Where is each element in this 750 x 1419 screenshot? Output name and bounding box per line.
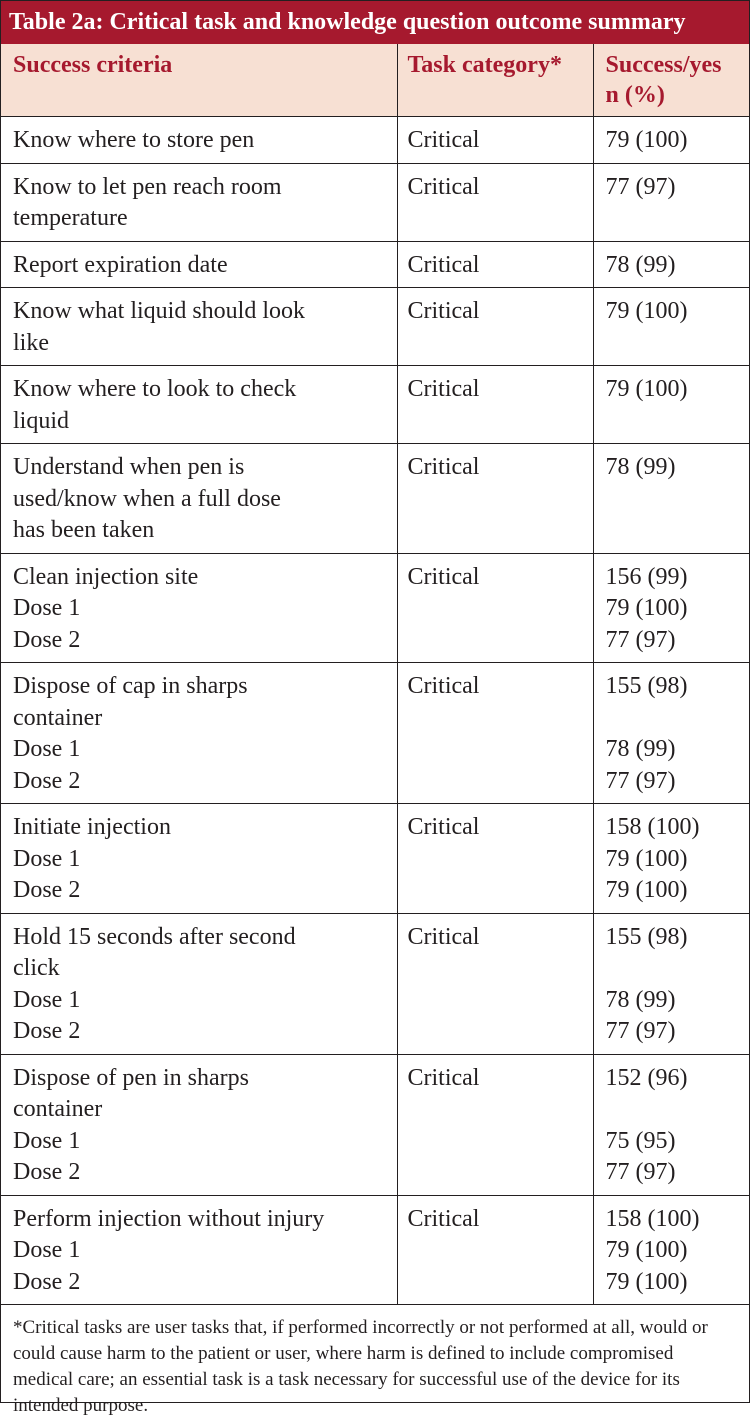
criteria-text: Know to let pen reach room bbox=[13, 173, 282, 200]
success-value: 78 (99) bbox=[605, 736, 676, 762]
success-value-cell bbox=[593, 241, 749, 288]
table-row bbox=[1, 163, 749, 241]
success-criteria-cell bbox=[1, 241, 397, 288]
success-criteria-cell bbox=[1, 1054, 397, 1195]
success-criteria-cell bbox=[1, 117, 397, 164]
dose-2-label: Dose 2 bbox=[13, 1268, 81, 1295]
task-category-text: Critical bbox=[407, 251, 480, 278]
success-value: 152 (96) bbox=[605, 1064, 688, 1091]
task-category-cell bbox=[397, 163, 593, 241]
success-value bbox=[606, 1094, 742, 1126]
task-category-text: Critical bbox=[407, 1205, 480, 1232]
criteria-text: Dispose of pen in sharps bbox=[13, 1064, 249, 1091]
success-value: 79 (100) bbox=[605, 1268, 688, 1295]
task-category-text: Critical bbox=[407, 563, 480, 590]
criteria-text: has been taken bbox=[13, 517, 155, 543]
success-criteria-cell bbox=[1, 444, 397, 554]
success-value-cell bbox=[593, 1054, 749, 1195]
criteria-text: Understand when pen is bbox=[13, 454, 245, 480]
criteria-text: Initiate injection bbox=[13, 814, 171, 840]
success-criteria-cell bbox=[1, 663, 397, 804]
success-value: 77 (97) bbox=[605, 1018, 676, 1044]
success-value: 78 (99) bbox=[605, 251, 676, 278]
header-success-criteria: Success criteria bbox=[1, 44, 397, 117]
dose-1-label: Dose 1 bbox=[13, 986, 81, 1013]
success-value: 156 (99) bbox=[605, 563, 688, 590]
criteria-text: used/know when a full dose bbox=[13, 485, 281, 512]
success-criteria-cell bbox=[1, 163, 397, 241]
footnote: *Critical tasks are user tasks that, if performed incorrectly or not performed at all, would or could cause harm to the patient or user, where harm is defined to include compromised medical care; an essential task is a task necessary for successful use of the device for its intended purpose. bbox=[13, 1317, 708, 1416]
table-row bbox=[1, 663, 749, 804]
criteria-text: Dispose of cap in sharps bbox=[13, 673, 248, 699]
criteria-text: Clean injection site bbox=[13, 563, 199, 590]
outcome-table bbox=[1, 44, 749, 1305]
task-category-cell bbox=[397, 366, 593, 444]
task-category-cell bbox=[397, 1054, 593, 1195]
success-value: 77 (97) bbox=[605, 626, 676, 653]
task-category-text: Critical bbox=[407, 376, 480, 402]
success-value-cell bbox=[593, 913, 749, 1054]
criteria-text: Know where to store pen bbox=[13, 127, 255, 153]
task-category-cell bbox=[397, 241, 593, 288]
task-category-text: Critical bbox=[407, 454, 480, 480]
dose-1-label: Dose 1 bbox=[13, 1127, 81, 1154]
success-value-cell bbox=[593, 288, 749, 366]
table-title: Table 2a: Critical task and knowledge question outcome summary bbox=[1, 1, 749, 44]
table-row bbox=[1, 553, 749, 663]
success-criteria-cell bbox=[1, 288, 397, 366]
task-category-cell bbox=[397, 1195, 593, 1305]
table-row bbox=[1, 1054, 749, 1195]
table-row bbox=[1, 117, 749, 164]
task-category-cell bbox=[397, 913, 593, 1054]
criteria-text: Know where to look to check bbox=[13, 376, 297, 402]
table-row bbox=[1, 444, 749, 554]
table-row bbox=[1, 804, 749, 914]
task-category-text: Critical bbox=[407, 923, 480, 950]
success-value: 77 (97) bbox=[605, 767, 676, 794]
success-value-cell bbox=[593, 366, 749, 444]
success-value: 79 (100) bbox=[605, 298, 688, 324]
criteria-text: container bbox=[13, 1096, 103, 1122]
task-category-text: Critical bbox=[407, 298, 480, 324]
success-value: 78 (99) bbox=[605, 986, 676, 1013]
criteria-text: temperature bbox=[13, 205, 128, 231]
success-criteria-cell bbox=[1, 804, 397, 914]
task-category-cell bbox=[397, 553, 593, 663]
task-category-text: Critical bbox=[407, 173, 480, 200]
criteria-text: Know what liquid should look bbox=[13, 298, 305, 324]
table-row bbox=[1, 241, 749, 288]
success-value: 79 (100) bbox=[605, 877, 688, 903]
success-value: 79 (100) bbox=[605, 845, 688, 872]
task-category-cell bbox=[397, 663, 593, 804]
success-value: 79 (100) bbox=[605, 127, 688, 153]
success-value: 78 (99) bbox=[605, 454, 676, 480]
success-value: 158 (100) bbox=[605, 814, 700, 840]
success-value-cell bbox=[593, 804, 749, 914]
success-value bbox=[606, 703, 742, 735]
criteria-text: liquid bbox=[13, 407, 70, 434]
header-row bbox=[1, 44, 749, 117]
task-category-text: Critical bbox=[407, 127, 480, 153]
task-category-text: Critical bbox=[407, 814, 480, 840]
success-value: 79 (100) bbox=[605, 595, 688, 621]
success-value-cell bbox=[593, 163, 749, 241]
success-value: 75 (95) bbox=[605, 1127, 676, 1154]
task-category-text: Critical bbox=[407, 1064, 480, 1091]
success-value bbox=[606, 953, 742, 985]
dose-1-label: Dose 1 bbox=[13, 736, 81, 762]
success-value: 79 (100) bbox=[605, 376, 688, 402]
success-criteria-cell bbox=[1, 913, 397, 1054]
dose-1-label: Dose 1 bbox=[13, 595, 81, 621]
dose-2-label: Dose 2 bbox=[13, 767, 81, 794]
table-row bbox=[1, 1195, 749, 1305]
task-category-cell bbox=[397, 444, 593, 554]
success-criteria-cell bbox=[1, 553, 397, 663]
dose-2-label: Dose 2 bbox=[13, 626, 81, 653]
success-value: 77 (97) bbox=[605, 173, 676, 200]
dose-2-label: Dose 2 bbox=[13, 1159, 81, 1185]
table-row bbox=[1, 288, 749, 366]
criteria-text: container bbox=[13, 704, 103, 731]
dose-2-label: Dose 2 bbox=[13, 877, 81, 903]
success-value-cell bbox=[593, 444, 749, 554]
success-value-cell bbox=[593, 1195, 749, 1305]
header-success-yes: Success/yes n (%) bbox=[593, 44, 749, 117]
table-row bbox=[1, 913, 749, 1054]
success-value-cell bbox=[593, 117, 749, 164]
task-category-cell bbox=[397, 288, 593, 366]
task-category-text: Critical bbox=[407, 673, 480, 699]
success-criteria-cell bbox=[1, 1195, 397, 1305]
success-value: 158 (100) bbox=[605, 1205, 700, 1232]
criteria-text: Report expiration date bbox=[13, 251, 228, 278]
success-value: 79 (100) bbox=[605, 1237, 688, 1263]
dose-1-label: Dose 1 bbox=[13, 1237, 81, 1263]
success-value: 155 (98) bbox=[605, 923, 688, 950]
success-value: 155 (98) bbox=[605, 673, 688, 699]
criteria-text: Perform injection without injury bbox=[13, 1205, 325, 1232]
success-value-cell bbox=[593, 663, 749, 804]
header-task-category: Task category* bbox=[397, 44, 593, 117]
dose-1-label: Dose 1 bbox=[13, 845, 81, 872]
criteria-text: Hold 15 seconds after second bbox=[13, 923, 296, 950]
criteria-text: like bbox=[13, 329, 49, 356]
success-criteria-cell bbox=[1, 366, 397, 444]
success-value: 77 (97) bbox=[605, 1159, 676, 1185]
table-row bbox=[1, 366, 749, 444]
task-category-cell bbox=[397, 804, 593, 914]
success-value-cell bbox=[593, 553, 749, 663]
task-category-cell bbox=[397, 117, 593, 164]
criteria-text: click bbox=[13, 955, 60, 981]
dose-2-label: Dose 2 bbox=[13, 1018, 81, 1044]
table-body bbox=[1, 117, 749, 1305]
